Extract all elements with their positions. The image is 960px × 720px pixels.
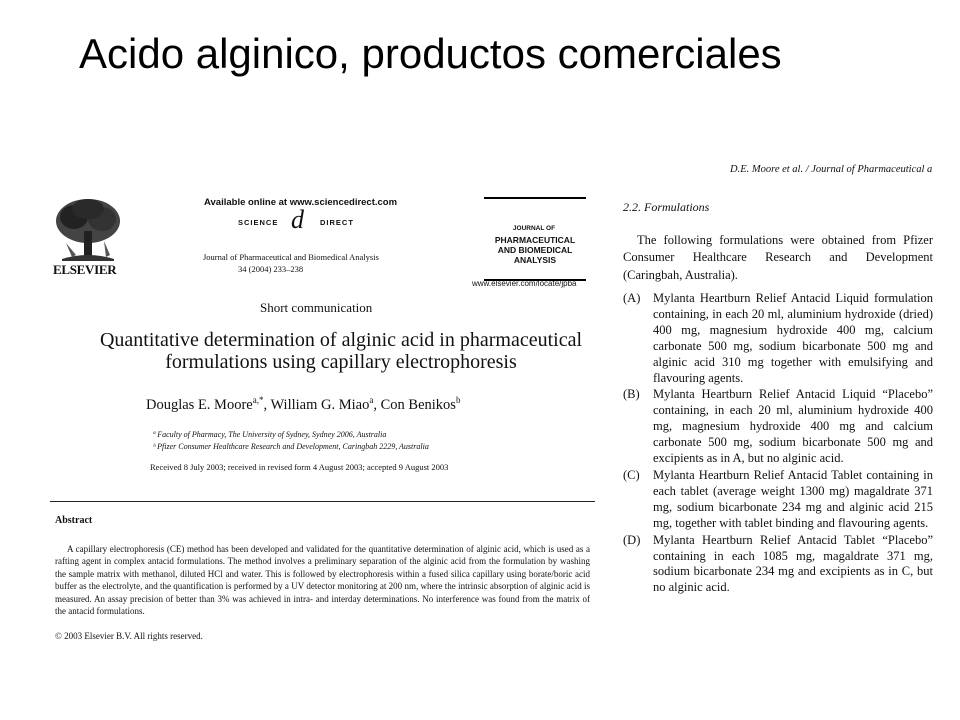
author-1: Douglas E. Moore xyxy=(146,396,253,413)
divider xyxy=(50,501,595,502)
item-label: (D) xyxy=(623,532,641,547)
item-text: Mylanta Heartburn Relief Antacid Liquid “Placebo” containing, in each 20 ml, aluminium hydroxide 400 mg, magnesium hydroxide 400 mg and calcium carbonate 500 mg, sodium bicarbonate 500 mg and excipients as in A, but no alginic acid. xyxy=(653,387,933,466)
sciencedirect-mark: d xyxy=(291,205,304,234)
section-heading: 2.2. Formulations xyxy=(623,200,710,214)
slide-title: Acido alginico, productos comerciales xyxy=(79,30,782,77)
author-3-sup: b xyxy=(455,395,461,405)
journal-box-big: PHARMACEUTICAL AND BIOMEDICAL ANALYSIS xyxy=(494,235,576,265)
item-text: Mylanta Heartburn Relief Antacid Tablet “Placebo” containing in each 1085 mg, magaldrate 371 mg, sodium bicarbonate 234 mg and excipients as in C, but no alginic acid. xyxy=(653,532,933,595)
page-excerpt xyxy=(618,160,960,660)
item-label: (A) xyxy=(623,291,641,305)
sciencedirect-right: DIRECT xyxy=(320,218,354,227)
affiliation-a: ª Faculty of Pharmacy, The University of Sydney, Sydney 2006, Australia xyxy=(153,430,387,439)
list-item xyxy=(623,291,933,386)
authors xyxy=(146,395,460,414)
article-title-line2: formulations using capillary electrophoresis xyxy=(165,351,517,373)
author-1-sup: a,* xyxy=(252,395,264,405)
article-first-page xyxy=(50,185,595,655)
item-label: (B) xyxy=(623,387,640,402)
list-item xyxy=(623,533,933,597)
article-type: Short communication xyxy=(260,300,373,315)
journal-url: www.elsevier.com/locate/jpba xyxy=(472,279,577,288)
journal-box-small: JOURNAL OF xyxy=(512,225,556,232)
formulations-list xyxy=(623,291,933,597)
available-online: Available online at www.sciencedirect.com xyxy=(204,197,398,208)
list-item xyxy=(623,387,933,467)
abstract-heading: Abstract xyxy=(55,515,93,526)
item-text: Mylanta Heartburn Relief Antacid Tablet containing in each tablet (average weight 1300 mg) magaldrate 371 mg, sodium bicarbonate 234 mg and alginic acid 215 mg, together with tablet binding and flavouring agents. xyxy=(653,467,933,530)
item-label: (C) xyxy=(623,467,640,482)
affiliation-b: ᵇ Pfizer Consumer Healthcare Research and Development, Caringbah 2229, Australia xyxy=(153,442,429,451)
item-text: Mylanta Heartburn Relief Antacid Liquid formulation containing, in each 20 ml, aluminium hydroxide (dried) 400 mg, magnesium hydroxide 400 mg, calcium carbonate 500 mg, sodium bicarbonate 500 mg and alginic acid 310 mg together with emulsifying and flavouring agents. xyxy=(653,291,933,385)
article-title-line1: Quantitative determination of alginic acid in pharmaceutical xyxy=(99,329,583,351)
journal-box xyxy=(484,197,586,281)
running-head: D.E. Moore et al. / Journal of Pharmaceutical a xyxy=(730,164,933,175)
section-intro: The following formulations were obtained from Pfizer Consumer Healthcare Research and Development (Caringbah, Australia). xyxy=(623,233,933,282)
journal-issue: 34 (2004) 233–238 xyxy=(238,264,304,274)
list-item xyxy=(623,468,933,532)
journal-name: Journal of Pharmaceutical and Biomedical Analysis xyxy=(203,252,379,262)
copyright: © 2003 Elsevier B.V. All rights reserved. xyxy=(55,631,203,641)
sciencedirect-left: SCIENCE xyxy=(238,218,279,227)
received-dates: Received 8 July 2003; received in revised form 4 August 2003; accepted 9 August 2003 xyxy=(150,462,449,472)
publisher-name: ELSEVIER xyxy=(53,262,117,277)
author-2: , William G. Miao xyxy=(263,396,370,413)
author-2-sup: a xyxy=(369,395,374,405)
author-3: , Con Benikos xyxy=(373,396,456,413)
article-title xyxy=(81,329,601,373)
abstract-text: A capillary electrophoresis (CE) method has been developed and validated for the quantitative determination of alginic acid, which is used as a rafting agent in complex antacid formulations. The method involves a preliminary separation of the alginic acid from the formulation by washing the sample matrix with methanol, diluted HCl and water. This is followed by electrophoresis within a fused silica capillary using borate/boric acid buffer as the electrolyte, and the quantification is performed by a UV detector monitoring at 200 nm, where the intrinsic absorption of alginic acid is measured. An assay precision of better than 3% was achieved in intra- and interday determinations. No interference was found from the matrix of the antacid formulations. xyxy=(55,544,590,617)
